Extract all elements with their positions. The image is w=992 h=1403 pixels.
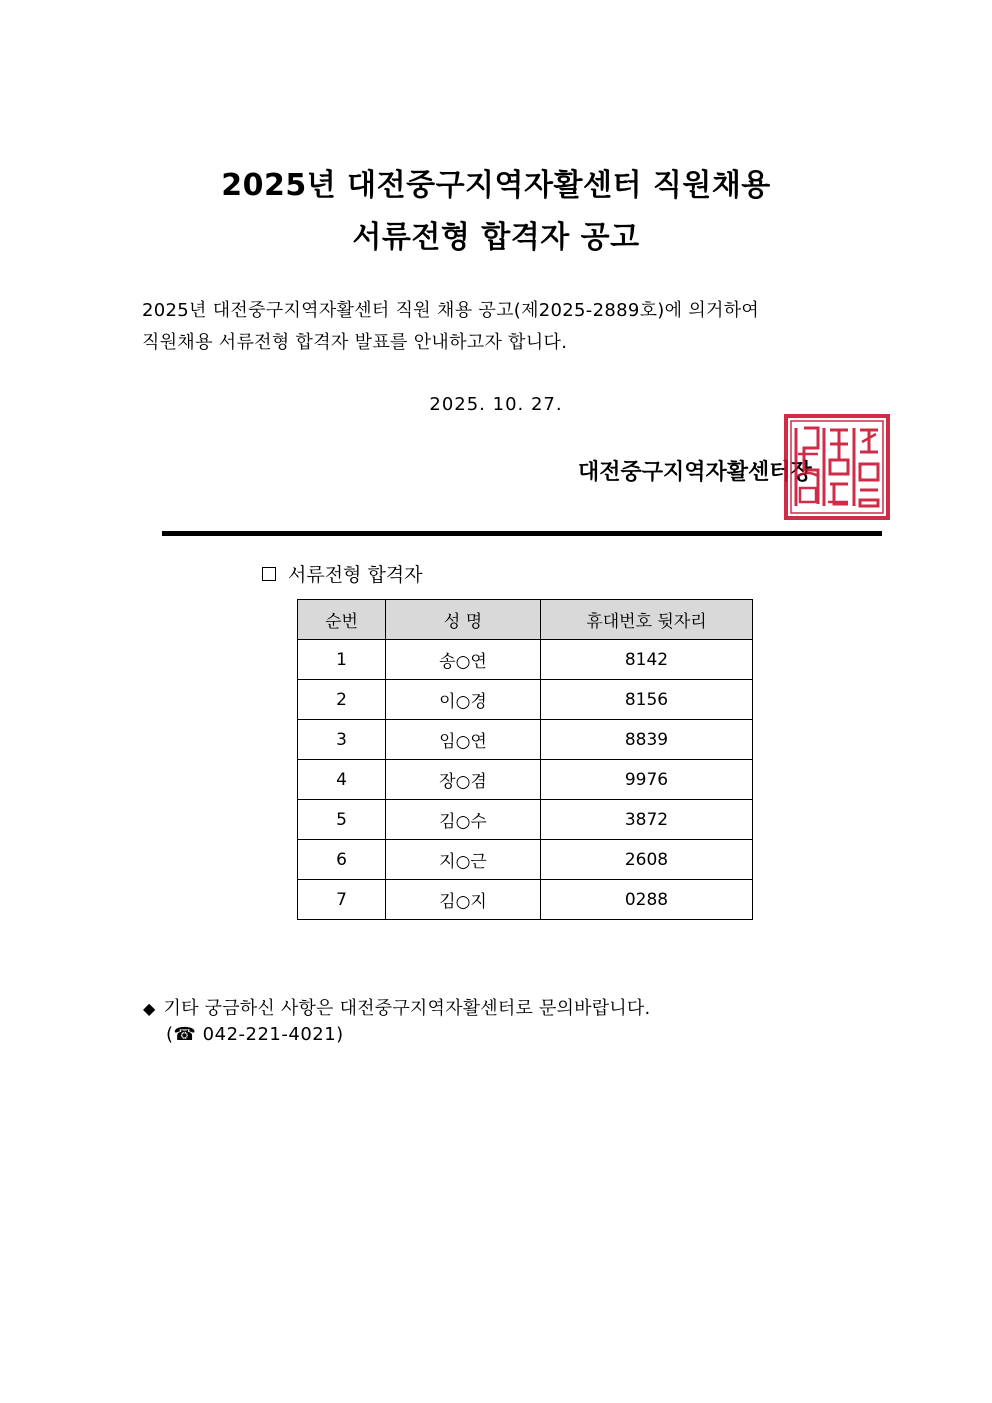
cell-number: 6 (298, 840, 386, 880)
notice-title-line1: 2025년 대전중구지역자활센터 직원채용 (221, 168, 771, 203)
table-row (298, 640, 753, 680)
horizontal-rule (162, 531, 882, 536)
table-row (298, 760, 753, 800)
notice-date: 2025. 10. 27. (429, 394, 563, 415)
inquiry-note-text: 기타 궁금하신 사항은 대전중구지역자활센터로 문의바랍니다. (163, 998, 651, 1019)
cell-phone-suffix: 8839 (541, 720, 753, 760)
inquiry-note (143, 994, 650, 1020)
checkbox-square-icon (262, 567, 276, 581)
cell-number: 1 (298, 640, 386, 680)
table-row (298, 680, 753, 720)
cell-name: 김○수 (386, 800, 541, 840)
signer-name: 대전중구지역자활센터장 (578, 460, 812, 485)
cell-phone-suffix: 8142 (541, 640, 753, 680)
diamond-bullet-icon: ◆ (143, 999, 156, 1018)
cell-name: 장○겸 (386, 760, 541, 800)
cell-number: 4 (298, 760, 386, 800)
cell-name: 이○경 (386, 680, 541, 720)
official-seal-stamp (784, 414, 890, 520)
result-table (297, 599, 753, 920)
table-header-row (298, 600, 753, 640)
cell-number: 3 (298, 720, 386, 760)
cell-phone-suffix: 8156 (541, 680, 753, 720)
table-row (298, 800, 753, 840)
table-row (298, 880, 753, 920)
column-header-phone-suffix: 휴대번호 뒷자리 (541, 600, 753, 640)
intro-line2: 직원채용 서류전형 합격자 발표를 안내하고자 합니다. (142, 332, 568, 353)
section-heading-label: 서류전형 합격자 (288, 564, 423, 586)
cell-name: 임○연 (386, 720, 541, 760)
table-row (298, 720, 753, 760)
column-header-number: 순번 (298, 600, 386, 640)
table-row (298, 840, 753, 880)
section-heading (262, 560, 423, 587)
cell-name: 송○연 (386, 640, 541, 680)
cell-number: 5 (298, 800, 386, 840)
notice-title-line2: 서류전형 합격자 공고 (352, 220, 640, 255)
cell-phone-suffix: 2608 (541, 840, 753, 880)
cell-phone-suffix: 0288 (541, 880, 753, 920)
cell-name: 김○지 (386, 880, 541, 920)
cell-number: 7 (298, 880, 386, 920)
column-header-name: 성 명 (386, 600, 541, 640)
cell-phone-suffix: 9976 (541, 760, 753, 800)
cell-name: 지○근 (386, 840, 541, 880)
intro-line1: 2025년 대전중구지역자활센터 직원 채용 공고(제2025-2889호)에 의거하여 (142, 300, 760, 321)
contact-phone: (☎ 042-221-4021) (166, 1024, 344, 1045)
cell-phone-suffix: 3872 (541, 800, 753, 840)
cell-number: 2 (298, 680, 386, 720)
